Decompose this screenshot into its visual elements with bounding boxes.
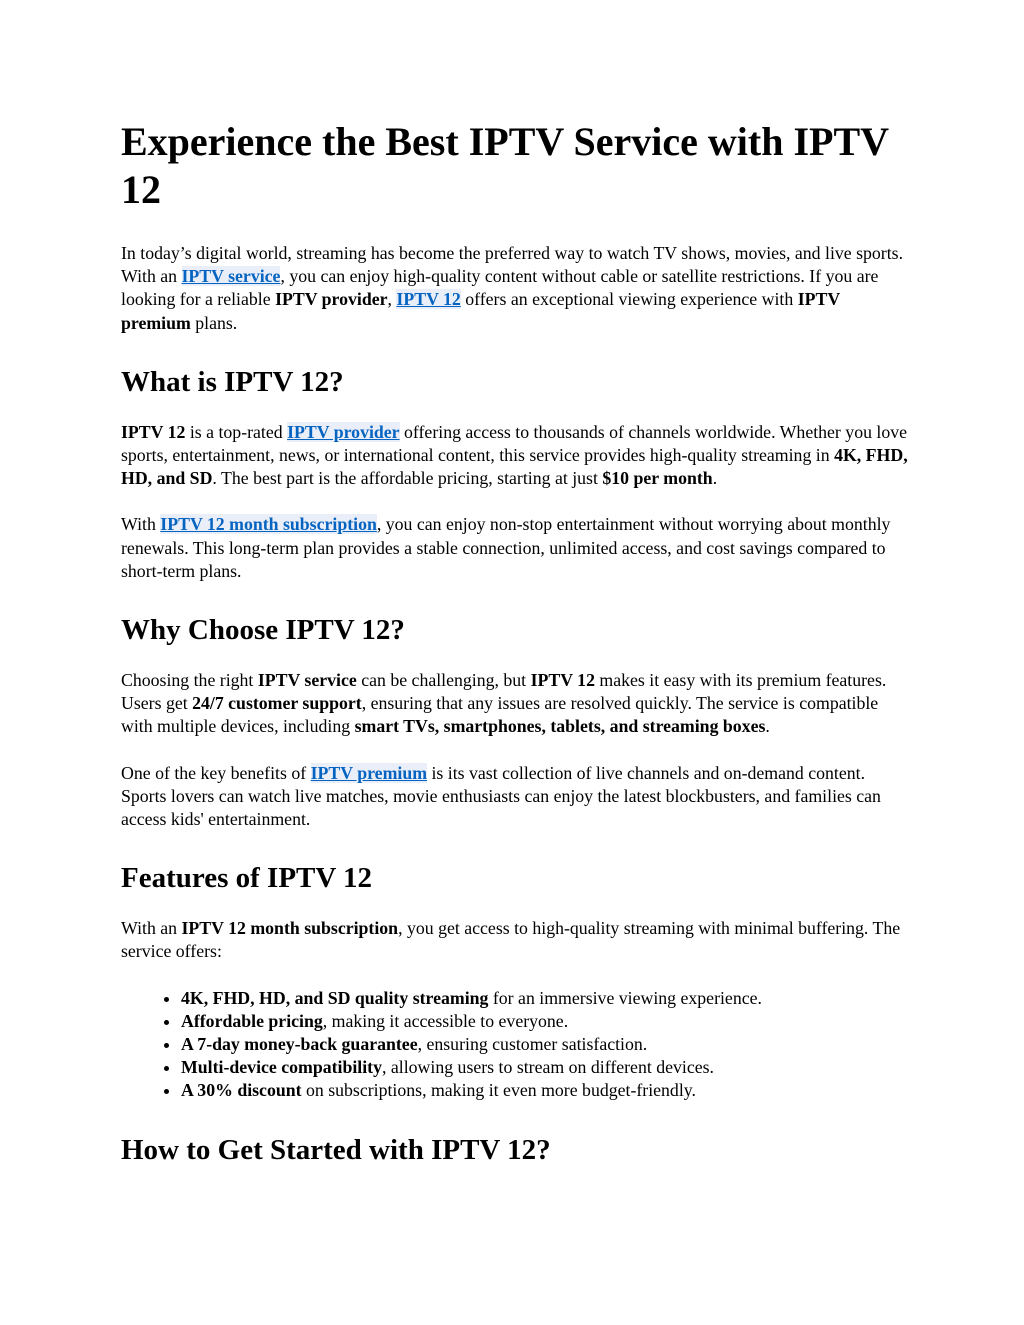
bold-text: IPTV 12 [530, 670, 595, 691]
heading-features: Features of IPTV 12 [121, 862, 373, 895]
text: offering access to thousands of channels worldwide. Whether you love sports, entertainment, news, or international content, this service provides high-quality streaming in [121, 421, 908, 466]
bold-text: A 30% discount [181, 1080, 302, 1101]
text: . [765, 716, 770, 737]
text: offers an exceptional viewing experience with [460, 289, 798, 310]
bold-text: IPTV service [257, 670, 357, 691]
text: is its vast collection of live channels and on-demand content. Sports lovers can watch live matches, movie enthusiasts can enjoy the latest blockbusters, and families can access kids' entertainment. [121, 762, 881, 830]
link-iptv-premium[interactable]: IPTV premium [310, 762, 428, 783]
text: , making it accessible to everyone. [322, 1010, 569, 1031]
bold-text: IPTV provider [275, 289, 388, 310]
bold-text: IPTV 12 [121, 421, 186, 442]
bold-text: Affordable pricing [181, 1010, 323, 1031]
text: One of the key benefits of [121, 762, 311, 783]
text: With [121, 514, 161, 535]
text: With an [121, 918, 182, 939]
text: , you can enjoy high-quality content without cable or satellite restrictions. If you are looking for a reliable [121, 266, 879, 310]
bold-text: Multi-device compatibility [181, 1057, 382, 1078]
text: makes it easy with its premium features. Users get [121, 670, 887, 714]
link-iptv-12-month-subscription[interactable]: IPTV 12 month subscription [160, 514, 377, 535]
bold-text: A 7-day money-back guarantee [181, 1034, 418, 1055]
link-iptv-service[interactable]: IPTV service [181, 266, 281, 287]
bold-text: 4K, FHD, HD, and SD [121, 445, 908, 489]
features-paragraph [121, 917, 911, 963]
text: Choosing the right [121, 670, 258, 691]
text: , [387, 289, 397, 310]
list-item [181, 1010, 911, 1033]
text: , you can enjoy non-stop entertainment without worrying about monthly renewals. This long-term plan provides a stable connection, unlimited access, and cost savings compared to short-term plans. [121, 514, 891, 581]
heading-get-started: How to Get Started with IPTV 12? [121, 1133, 551, 1166]
link-iptv-12[interactable]: IPTV 12 [396, 289, 461, 310]
bold-text: smart TVs, smartphones, tablets, and streaming boxes [354, 716, 766, 737]
bold-text: 24/7 customer support [192, 693, 362, 714]
text: , ensuring that any issues are resolved quickly. The service is compatible with multiple devices, including [121, 693, 879, 737]
text: , you get access to high-quality streaming with minimal buffering. The service offers: [121, 918, 901, 962]
page-title: Experience the Best IPTV Service with IPTV 12 [121, 119, 889, 212]
text: . The best part is the affordable pricing, starting at just [212, 468, 603, 489]
heading-what-is: What is IPTV 12? [121, 365, 344, 398]
bold-text: $10 per month [602, 468, 713, 489]
why-paragraph-1 [121, 669, 911, 739]
document-page [121, 118, 911, 1189]
bold-text: IPTV 12 month subscription [181, 918, 399, 939]
list-item [181, 1033, 911, 1056]
text: can be challenging, but [356, 670, 531, 691]
text: . [712, 468, 718, 489]
what-paragraph-2 [121, 513, 911, 583]
link-iptv-provider[interactable]: IPTV provider [287, 421, 400, 442]
text: plans. [190, 312, 238, 333]
what-paragraph-1 [121, 421, 911, 491]
text: on subscriptions, making it even more budget-friendly. [301, 1080, 696, 1101]
text: , allowing users to stream on different devices. [382, 1057, 714, 1078]
list-item [181, 987, 911, 1010]
why-paragraph-2 [121, 762, 911, 832]
bold-text: 4K, FHD, HD, and SD quality streaming [181, 987, 489, 1008]
bold-text: IPTV premium [121, 289, 840, 333]
list-item [181, 1056, 911, 1079]
text: is a top-rated [185, 421, 288, 442]
intro-paragraph [121, 242, 911, 335]
features-list [121, 987, 911, 1103]
heading-why-choose: Why Choose IPTV 12? [121, 614, 405, 647]
text: for an immersive viewing experience. [488, 987, 762, 1008]
list-item [181, 1079, 911, 1102]
text: , ensuring customer satisfaction. [417, 1034, 648, 1055]
text: In today’s digital world, streaming has become the preferred way to watch TV shows, movies, and live sports. With an [121, 243, 904, 287]
